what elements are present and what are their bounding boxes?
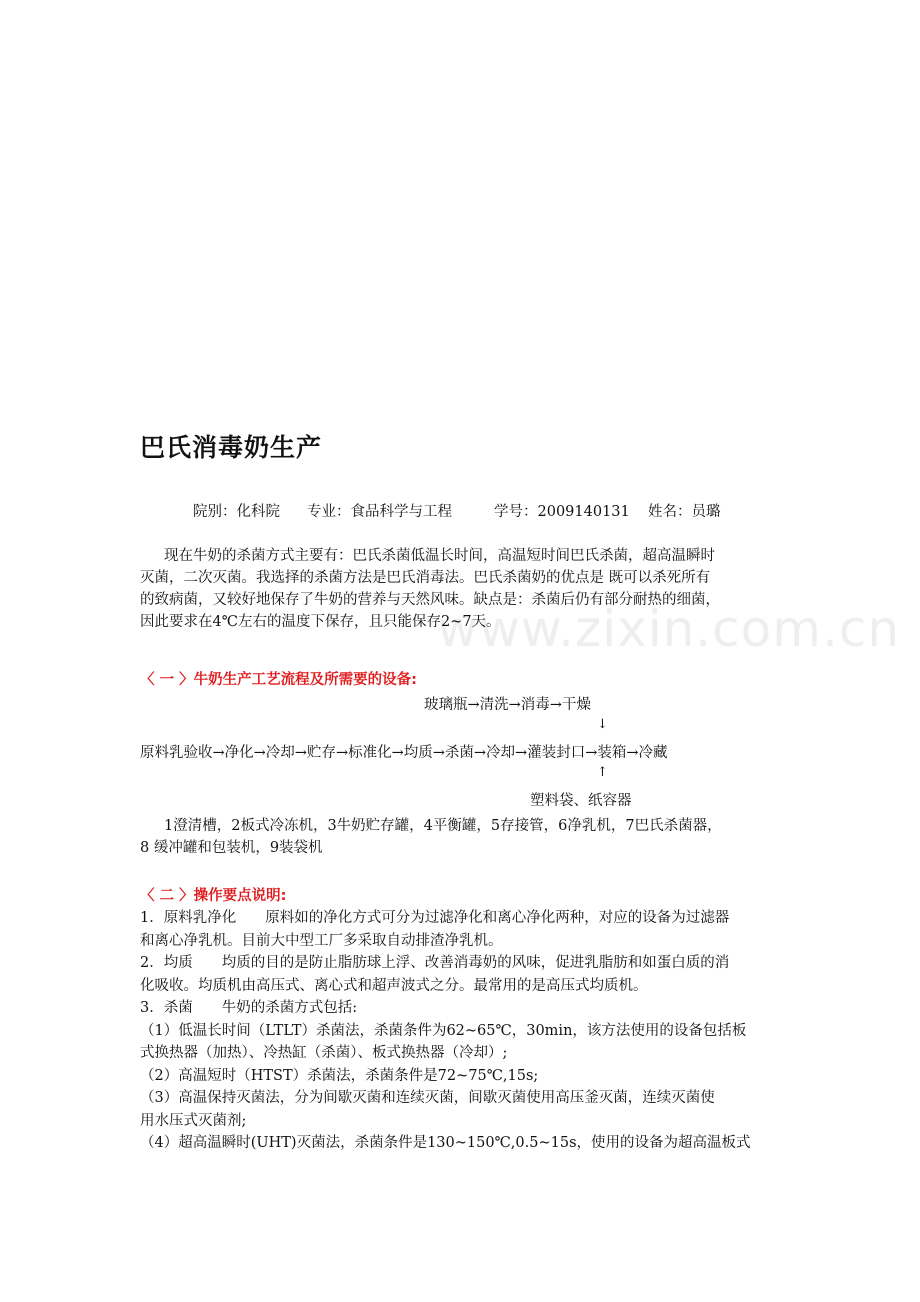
flow-bottom-branch: 塑料袋、纸容器 xyxy=(530,793,632,809)
section-heading-process: 〈 一 〉牛奶生产工艺流程及所需要的设备: xyxy=(140,672,417,688)
meta-department: 院别：化科院 xyxy=(193,504,280,520)
intro-line: 现在牛奶的杀菌方式主要有：巴氏杀菌低温长时间，高温短时间巴氏杀菌，超高温瞬时 xyxy=(164,548,715,564)
operation-line: 化吸收。均质机由高压式、离心式和超声波式之分。最常用的是高压式均质机。 xyxy=(140,977,648,994)
operation-line: 1．原料乳净化 原料如的净化方式可分为过滤净化和离心净化两种，对应的设备为过滤器 xyxy=(140,910,730,926)
flow-main-process: 原料乳验收→净化→冷却→贮存→标准化→均质→杀菌→冷却→灌装封口→装箱→冷藏 xyxy=(140,745,668,761)
operation-notes xyxy=(140,907,790,1155)
meta-student-id: 学号：2009140131 xyxy=(494,504,630,520)
operation-line: 2．均质 均质的目的是防止脂肪球上浮、改善消毒奶的风味，促进乳脂肪和如蛋白质的消 xyxy=(140,955,730,971)
intro-line: 的致病菌，又较好地保存了牛奶的营养与天然风味。缺点是：杀菌后仍有部分耐热的细菌， xyxy=(140,592,720,608)
operation-line: 3．杀菌 牛奶的杀菌方式包括: xyxy=(140,1000,358,1016)
flow-top-branch: 玻璃瓶→清洗→消毒→干燥 xyxy=(424,697,591,713)
document-title: 巴氏消毒奶生产 xyxy=(140,433,323,462)
operation-line: （2）高温短时（HTST）杀菌法，杀菌条件是72~75℃,15s; xyxy=(140,1067,539,1084)
operation-line: （4）超高温瞬时(UHT)灭菌法，杀菌条件是130~150℃,0.5~15s，使用的设备为超高温板式 xyxy=(140,1135,751,1151)
operation-line: 用水压式灭菌剂; xyxy=(140,1112,247,1129)
equipment-line: 8 缓冲罐和包装机，9装袋机 xyxy=(140,840,323,856)
arrow-up-icon: ↑ xyxy=(597,765,608,780)
intro-paragraph xyxy=(140,545,790,633)
intro-line: 灭菌，二次灭菌。我选择的杀菌方法是巴氏消毒法。巴氏杀菌奶的优点是 既可以杀死所有 xyxy=(140,570,711,586)
intro-line: 因此要求在4℃左右的温度下保存，且只能保存2~7天。 xyxy=(140,614,501,630)
meta-major: 专业：食品科学与工程 xyxy=(307,504,452,520)
operation-line: 和离心净乳机。目前大中型工厂多采取自动排渣净乳机。 xyxy=(140,932,503,949)
equipment-list xyxy=(140,815,790,859)
operation-line: （3）高温保持灭菌法，分为间歇灭菌和连续灭菌，间歇灭菌使用高压釜灭菌，连续灭菌使 xyxy=(140,1090,715,1106)
watermark: www.zixin.com.cn xyxy=(437,600,901,658)
operation-line: （1）低温长时间（LTLT）杀菌法，杀菌条件为62~65℃，30min，该方法使用的设备包括板 xyxy=(140,1022,747,1039)
operation-line: 式换热器（加热）、冷热缸（杀菌）、板式换热器（冷却）; xyxy=(140,1045,508,1061)
meta-name: 姓名：员璐 xyxy=(648,504,721,520)
section-heading-operation: 〈 二 〉操作要点说明: xyxy=(140,888,287,904)
equipment-line: 1澄清槽，2板式冷冻机，3牛奶贮存罐，4平衡罐，5存接管，6净乳机，7巴氏杀菌器， xyxy=(164,818,722,834)
arrow-down-icon: ↓ xyxy=(597,717,608,732)
